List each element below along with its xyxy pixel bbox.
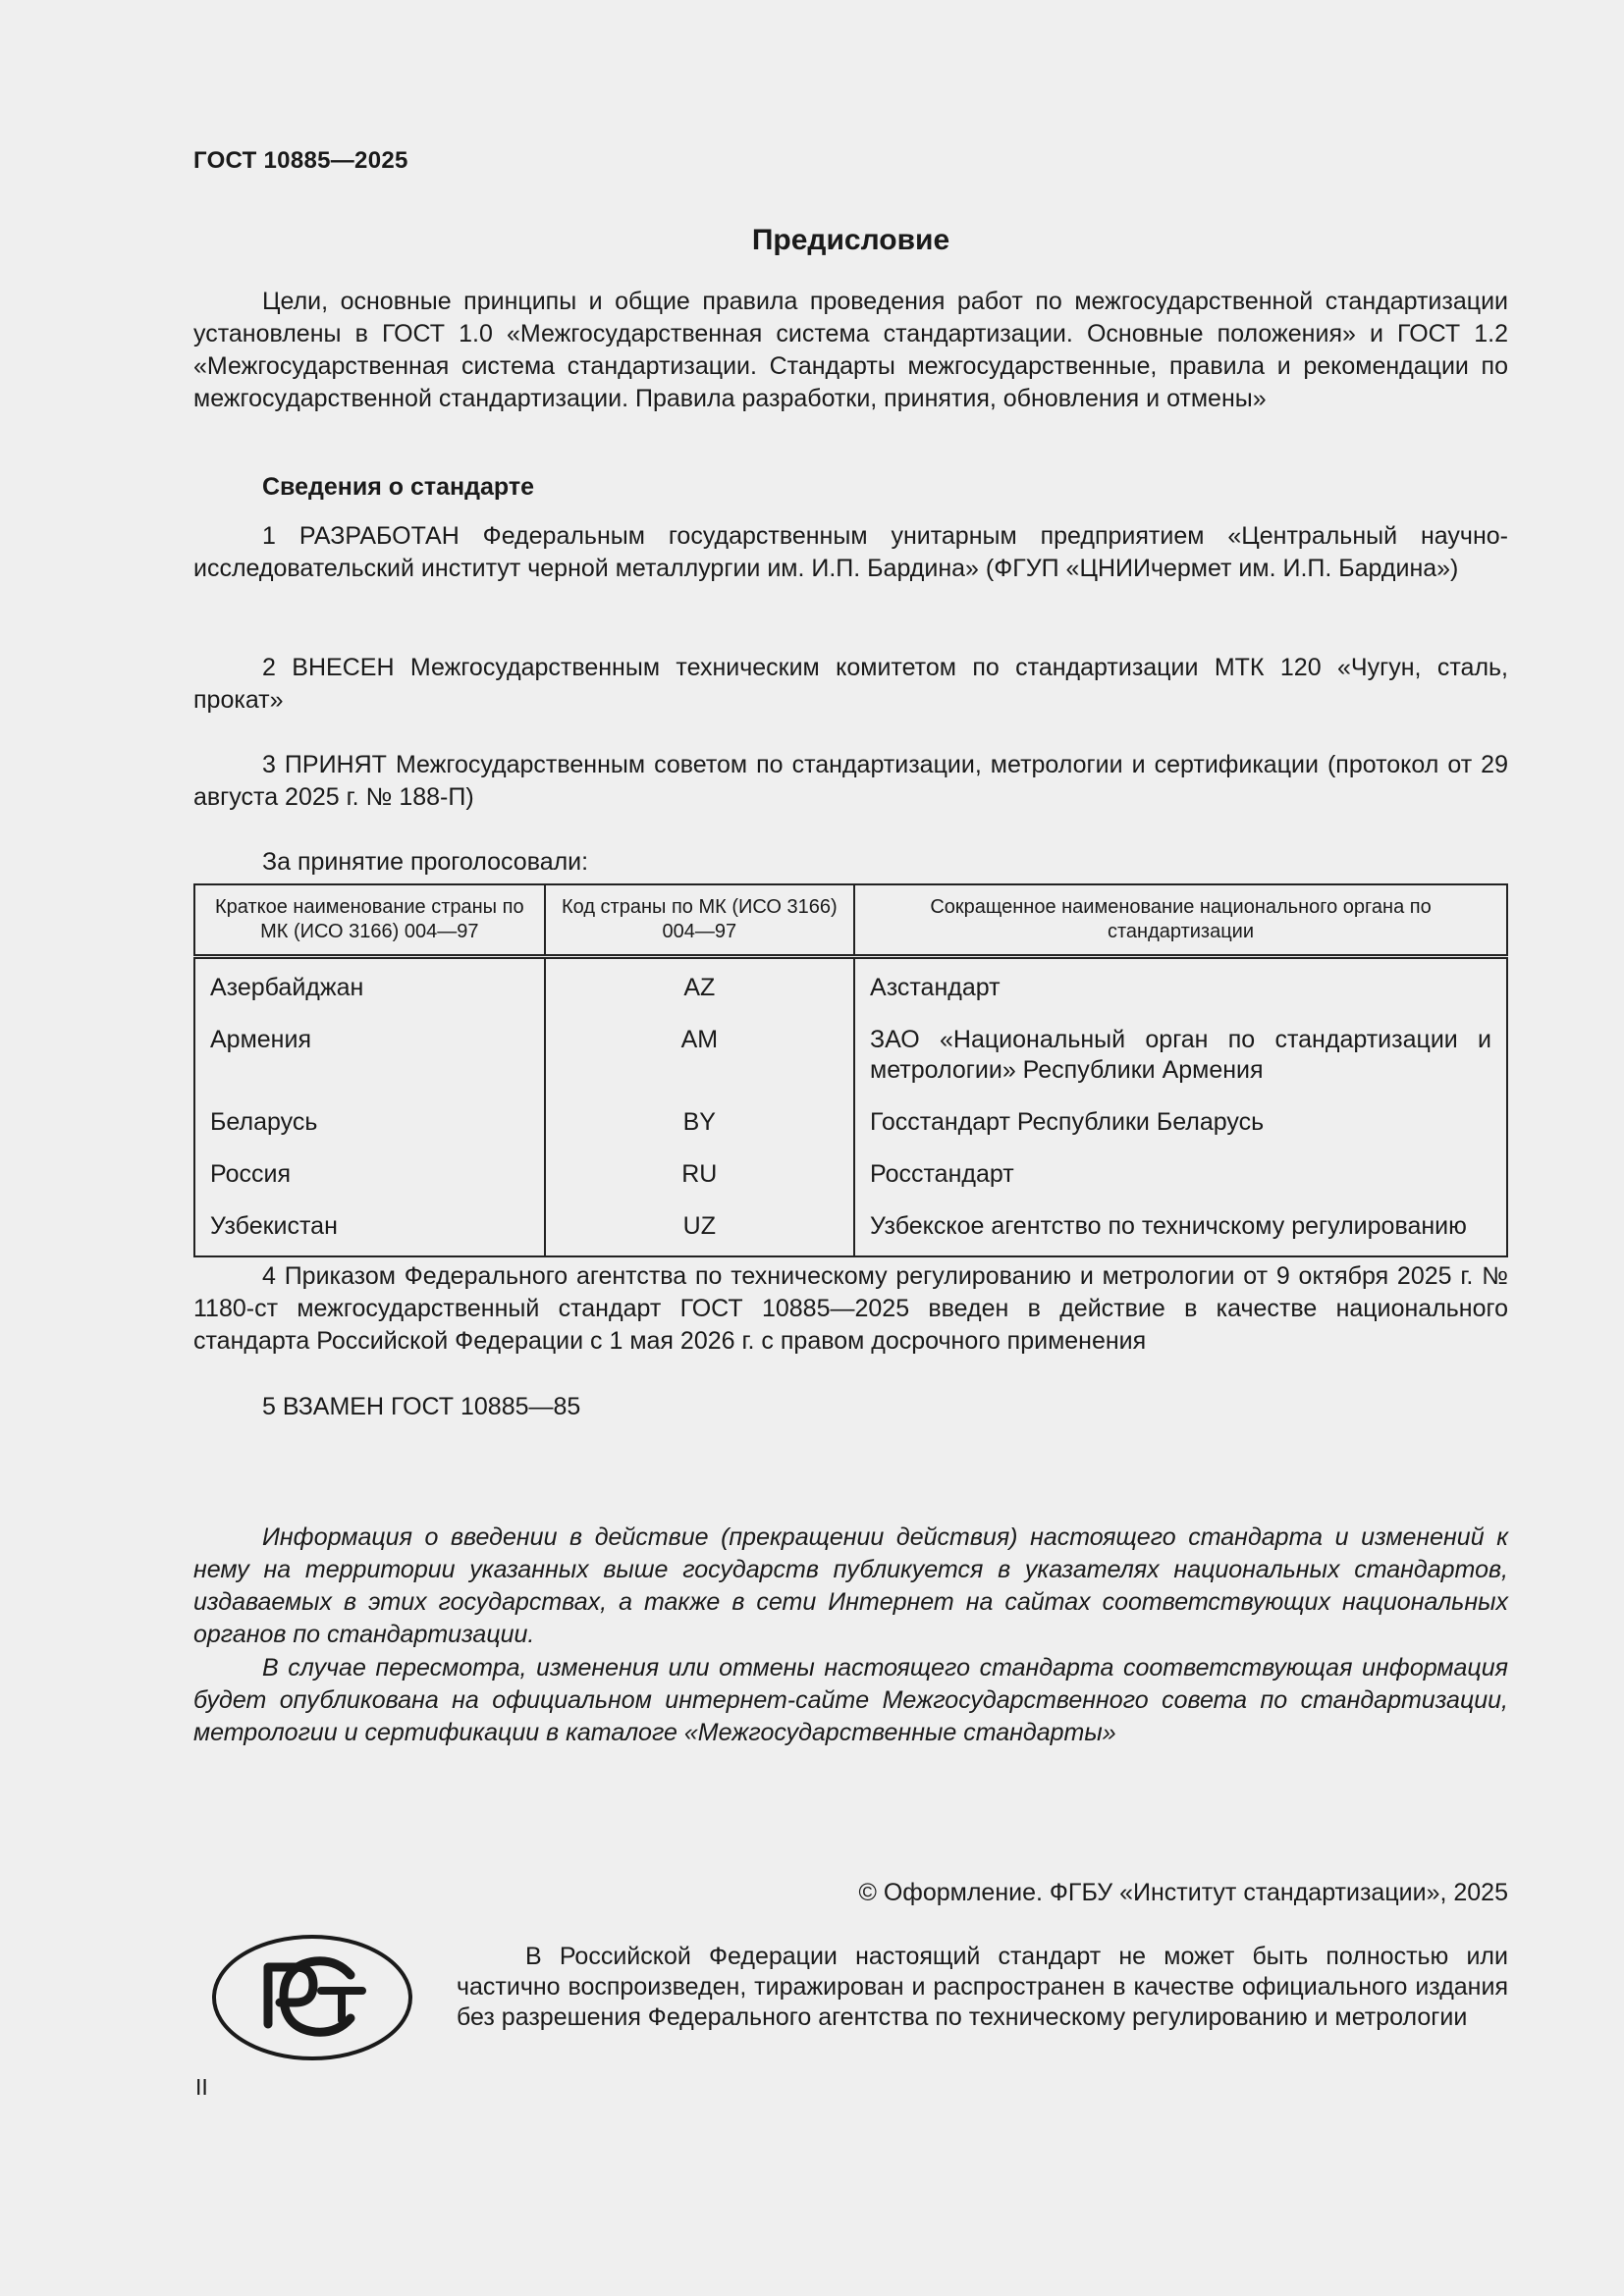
item-2-submitted: 2 ВНЕСЕН Межгосударственным техническим комитетом по стандартизации МТК 120 «Чугун, сталь, прокат» xyxy=(193,654,1508,714)
copyright-line: © Оформление. ФГБУ «Институт стандартизации», 2025 xyxy=(858,1879,1508,1906)
item-5-replaces: 5 ВЗАМЕН ГОСТ 10885—85 xyxy=(262,1393,581,1420)
document-code: ГОСТ 10885—2025 xyxy=(193,147,408,174)
page-title: Предисловие xyxy=(751,224,950,256)
info-note-publication: Информация о введении в действие (прекращении действия) настоящего стандарта и изменений к нему на территории указанных выше государств публикуется в указателях национальных стандартов, издаваемых в этих государствах, а также в сети Интернет на сайтах соответствующих национальных органов по стандартизации. xyxy=(193,1523,1508,1648)
legal-notice: В Российской Федерации настоящий стандарт не может быть полностью или частично воспроизведен, тиражирован и распространен в качестве официального издания без разрешения Федерального агентства по техническому регулированию и метрологии xyxy=(457,1943,1508,2031)
country-cell: Азербайджан xyxy=(194,957,545,1018)
code-cell: AM xyxy=(545,1017,854,1099)
rst-certification-mark-icon xyxy=(211,1934,413,2061)
country-cell: Беларусь xyxy=(194,1099,545,1151)
national-body-cell: Узбекское агентство по техничскому регулированию xyxy=(854,1203,1507,1256)
table-header-row xyxy=(194,884,1507,957)
country-cell: Узбекистан xyxy=(194,1203,545,1256)
table-row xyxy=(194,1017,1507,1099)
code-cell: BY xyxy=(545,1099,854,1151)
table-row xyxy=(194,957,1507,1018)
national-body-cell: Росстандарт xyxy=(854,1151,1507,1203)
document-page xyxy=(193,0,1508,2296)
info-note-revision: В случае пересмотра, изменения или отмены настоящего стандарта соответствующая информация будет опубликована на официальном интернет-сайте Межгосударственного совета по стандартизации, метрологии и сертификации в каталоге «Межгосударственные стандарты» xyxy=(193,1654,1508,1746)
country-cell: Армения xyxy=(194,1017,545,1099)
column-header-national-body: Сокращенное наименование национального органа по стандартизации xyxy=(854,884,1507,957)
item-1-developed: 1 РАЗРАБОТАН Федеральным государственным унитарным предприятием «Центральный научно-исследовательский институт черной металлургии им. И.П. Бардина» (ФГУП «ЦНИИчермет им. И.П. Бардина») xyxy=(193,522,1508,582)
code-cell: UZ xyxy=(545,1203,854,1256)
vote-caption: За принятие проголосовали: xyxy=(262,848,589,876)
country-cell: Россия xyxy=(194,1151,545,1203)
national-body-cell: ЗАО «Национальный орган по стандартизации и метрологии» Республики Армения xyxy=(854,1017,1507,1099)
item-4-order: 4 Приказом Федерального агентства по техническому регулированию и метрологии от 9 октября 2025 г. № 1180-ст межгосударственный стандарт ГОСТ 10885—2025 введен в действие в качестве национального стандарта Российской Федерации с 1 мая 2026 г. с правом досрочного применения xyxy=(193,1262,1508,1355)
code-cell: RU xyxy=(545,1151,854,1203)
column-header-code: Код страны по МК (ИСО 3166) 004—97 xyxy=(545,884,854,957)
table-row xyxy=(194,1151,1507,1203)
item-3-adopted: 3 ПРИНЯТ Межгосударственным советом по стандартизации, метрологии и сертификации (протокол от 29 августа 2025 г. № 188-П) xyxy=(193,751,1508,811)
page-number: II xyxy=(195,2074,208,2100)
intro-paragraph: Цели, основные принципы и общие правила проведения работ по межгосударственной стандартизации установлены в ГОСТ 1.0 «Межгосударственная система стандартизации. Основные положения» и ГОСТ 1.2 «Межгосударственная система стандартизации. Стандарты межгосударственные, правила и рекомендации по межгосударственной стандартизации. Правила разработки, принятия, обновления и отмены» xyxy=(193,288,1508,412)
code-cell: AZ xyxy=(545,957,854,1018)
column-header-country: Краткое наименование страны по МК (ИСО 3166) 004—97 xyxy=(194,884,545,957)
table-row xyxy=(194,1203,1507,1256)
national-body-cell: Азстандарт xyxy=(854,957,1507,1018)
voting-countries-table xyxy=(193,883,1508,1257)
table-row xyxy=(194,1099,1507,1151)
section-heading: Сведения о стандарте xyxy=(262,473,535,501)
national-body-cell: Госстандарт Республики Беларусь xyxy=(854,1099,1507,1151)
